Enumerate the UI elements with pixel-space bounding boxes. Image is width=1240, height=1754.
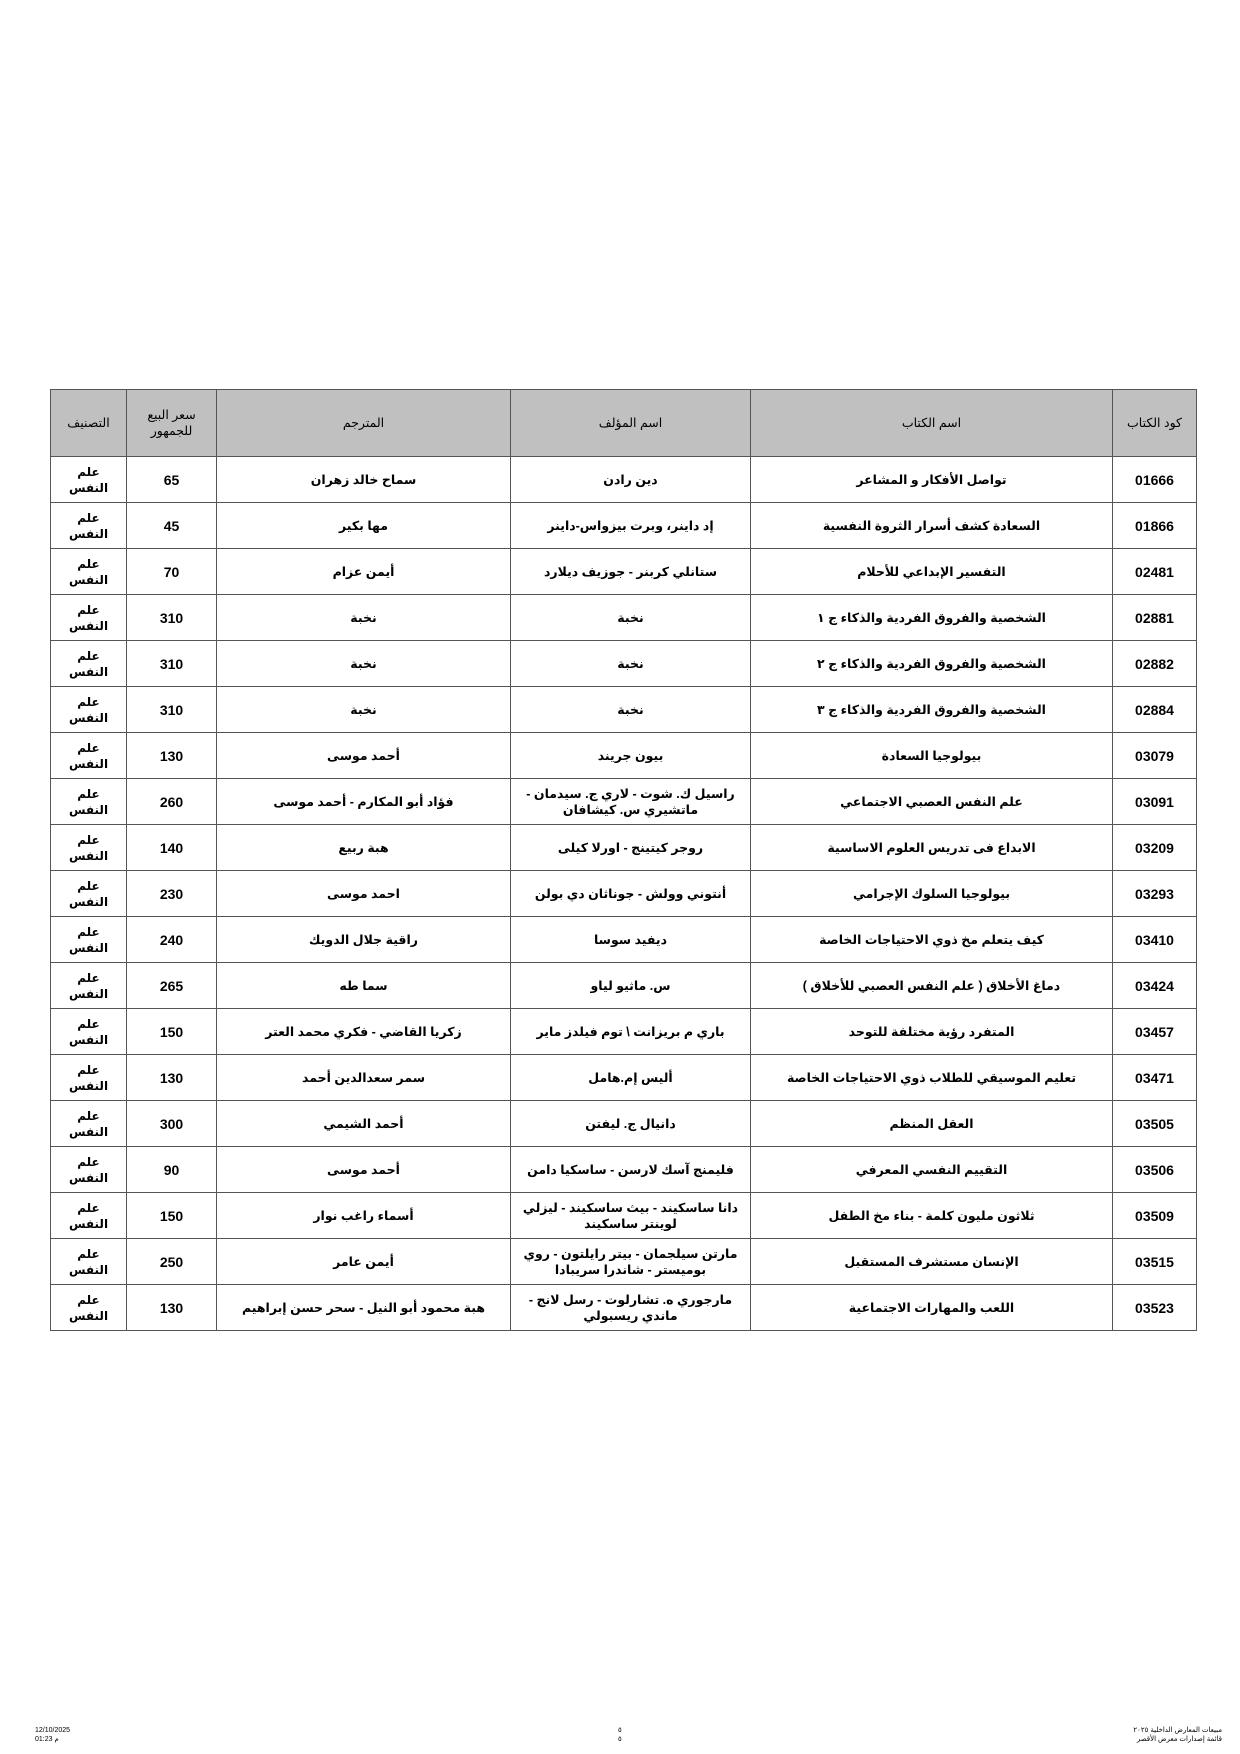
footer-date: 12/10/2025 bbox=[35, 1727, 71, 1734]
cell-author: راسيل ك. شوت - لاري ج. سيدمان - ماتشيري س. كيشافان bbox=[511, 779, 751, 825]
cell-author: ديفيد سوسا bbox=[511, 917, 751, 963]
cell-title: الشخصية والفروق الفردية والذكاء ج ٢ bbox=[751, 641, 1113, 687]
cell-code: 03410 bbox=[1113, 917, 1197, 963]
cell-title: التقييم النفسي المعرفي bbox=[751, 1147, 1113, 1193]
cell-code: 03293 bbox=[1113, 871, 1197, 917]
cell-category: علم النفس bbox=[51, 917, 127, 963]
cell-translator: هبة ربيع bbox=[217, 825, 511, 871]
cell-translator: مها بكير bbox=[217, 503, 511, 549]
cell-category: علم النفس bbox=[51, 549, 127, 595]
cell-price: 240 bbox=[127, 917, 217, 963]
header-author: اسم المؤلف bbox=[511, 390, 751, 457]
footer-page-current: ٥ bbox=[618, 1727, 622, 1734]
footer-time: 01:23 م bbox=[35, 1736, 59, 1743]
cell-translator: أسماء راغب نوار bbox=[217, 1193, 511, 1239]
table-row bbox=[51, 1055, 1197, 1101]
cell-category: علم النفس bbox=[51, 595, 127, 641]
table-row bbox=[51, 779, 1197, 825]
cell-author: روجر كيتينج - اورلا كيلى bbox=[511, 825, 751, 871]
cell-author: إد داينر، وبرت بيزواس-داينر bbox=[511, 503, 751, 549]
cell-category: علم النفس bbox=[51, 687, 127, 733]
cell-price: 70 bbox=[127, 549, 217, 595]
cell-title: تعليم الموسيقي للطلاب ذوي الاحتياجات الخاصة bbox=[751, 1055, 1113, 1101]
cell-price: 65 bbox=[127, 457, 217, 503]
cell-title: ثلاثون مليون كلمة - بناء مخ الطفل bbox=[751, 1193, 1113, 1239]
cell-price: 150 bbox=[127, 1009, 217, 1055]
cell-price: 130 bbox=[127, 1055, 217, 1101]
cell-code: 03424 bbox=[1113, 963, 1197, 1009]
footer-page-number bbox=[618, 1726, 622, 1744]
cell-category: علم النفس bbox=[51, 825, 127, 871]
books-table bbox=[50, 389, 1197, 1331]
cell-translator: أحمد موسى bbox=[217, 733, 511, 779]
table-header-row bbox=[51, 390, 1197, 457]
cell-code: 03506 bbox=[1113, 1147, 1197, 1193]
cell-code: 03509 bbox=[1113, 1193, 1197, 1239]
cell-translator: نخبة bbox=[217, 687, 511, 733]
cell-translator: هبة محمود أبو النيل - سحر حسن إبراهيم bbox=[217, 1285, 511, 1331]
cell-title: الشخصية والفروق الفردية والذكاء ج ١ bbox=[751, 595, 1113, 641]
cell-category: علم النفس bbox=[51, 641, 127, 687]
cell-author: نخبة bbox=[511, 595, 751, 641]
cell-code: 02881 bbox=[1113, 595, 1197, 641]
table-row bbox=[51, 1285, 1197, 1331]
cell-title: اللعب والمهارات الاجتماعية bbox=[751, 1285, 1113, 1331]
cell-title: المتفرد رؤية مختلفة للتوحد bbox=[751, 1009, 1113, 1055]
cell-price: 130 bbox=[127, 1285, 217, 1331]
cell-title: كيف يتعلم مخ ذوي الاحتياجات الخاصة bbox=[751, 917, 1113, 963]
cell-author: أليس إم.هامل bbox=[511, 1055, 751, 1101]
cell-title: بيولوجيا السعادة bbox=[751, 733, 1113, 779]
footer-report-subtitle: قائمة إصدارات معرض الأقصر bbox=[1136, 1736, 1222, 1743]
header-translator: المترجم bbox=[217, 390, 511, 457]
cell-category: علم النفس bbox=[51, 1101, 127, 1147]
cell-translator: نخبة bbox=[217, 641, 511, 687]
cell-price: 265 bbox=[127, 963, 217, 1009]
cell-category: علم النفس bbox=[51, 1193, 127, 1239]
books-table-container bbox=[50, 389, 1196, 1331]
cell-price: 310 bbox=[127, 595, 217, 641]
header-category: التصنيف bbox=[51, 390, 127, 457]
cell-code: 03079 bbox=[1113, 733, 1197, 779]
cell-code: 03209 bbox=[1113, 825, 1197, 871]
table-row bbox=[51, 457, 1197, 503]
cell-price: 230 bbox=[127, 871, 217, 917]
cell-price: 310 bbox=[127, 687, 217, 733]
cell-translator: أيمن عامر bbox=[217, 1239, 511, 1285]
cell-author: س. ماثيو لياو bbox=[511, 963, 751, 1009]
cell-category: علم النفس bbox=[51, 1147, 127, 1193]
cell-code: 02882 bbox=[1113, 641, 1197, 687]
cell-category: علم النفس bbox=[51, 1285, 127, 1331]
cell-title: تواصل الأفكار و المشاعر bbox=[751, 457, 1113, 503]
cell-price: 250 bbox=[127, 1239, 217, 1285]
cell-title: الابداع فى تدريس العلوم الاساسية bbox=[751, 825, 1113, 871]
cell-title: الشخصية والفروق الفردية والذكاء ج ٣ bbox=[751, 687, 1113, 733]
cell-title: بيولوجيا السلوك الإجرامي bbox=[751, 871, 1113, 917]
cell-price: 45 bbox=[127, 503, 217, 549]
table-row bbox=[51, 871, 1197, 917]
cell-author: بيون جريند bbox=[511, 733, 751, 779]
table-row bbox=[51, 1009, 1197, 1055]
cell-code: 01866 bbox=[1113, 503, 1197, 549]
table-row bbox=[51, 1101, 1197, 1147]
table-row bbox=[51, 1239, 1197, 1285]
cell-category: علم النفس bbox=[51, 963, 127, 1009]
cell-price: 90 bbox=[127, 1147, 217, 1193]
cell-author: دانيال ج. ليفتن bbox=[511, 1101, 751, 1147]
cell-translator: احمد موسى bbox=[217, 871, 511, 917]
cell-price: 140 bbox=[127, 825, 217, 871]
cell-translator: سمر سعدالدين أحمد bbox=[217, 1055, 511, 1101]
cell-code: 03515 bbox=[1113, 1239, 1197, 1285]
cell-title: علم النفس العصبي الاجتماعي bbox=[751, 779, 1113, 825]
footer-report-title: مبيعات المعارض الداخلية ٢٠٢٥ bbox=[1133, 1727, 1222, 1734]
cell-translator: سماح خالد زهران bbox=[217, 457, 511, 503]
cell-author: نخبة bbox=[511, 641, 751, 687]
cell-category: علم النفس bbox=[51, 1055, 127, 1101]
table-row bbox=[51, 1147, 1197, 1193]
cell-author: نخبة bbox=[511, 687, 751, 733]
cell-translator: سما طه bbox=[217, 963, 511, 1009]
cell-price: 130 bbox=[127, 733, 217, 779]
cell-translator: راقية جلال الدويك bbox=[217, 917, 511, 963]
table-row bbox=[51, 963, 1197, 1009]
cell-code: 02481 bbox=[1113, 549, 1197, 595]
cell-title: الإنسان مستشرف المستقبل bbox=[751, 1239, 1113, 1285]
cell-category: علم النفس bbox=[51, 1009, 127, 1055]
cell-code: 01666 bbox=[1113, 457, 1197, 503]
cell-code: 02884 bbox=[1113, 687, 1197, 733]
cell-code: 03457 bbox=[1113, 1009, 1197, 1055]
cell-category: علم النفس bbox=[51, 871, 127, 917]
cell-price: 260 bbox=[127, 779, 217, 825]
cell-translator: زكريا القاضي - فكري محمد العتر bbox=[217, 1009, 511, 1055]
cell-author: مارتن سيلجمان - بيتر رايلتون - روي بوميستر - شاندرا سريبادا bbox=[511, 1239, 751, 1285]
table-row bbox=[51, 1193, 1197, 1239]
table-row bbox=[51, 687, 1197, 733]
cell-category: علم النفس bbox=[51, 457, 127, 503]
cell-price: 300 bbox=[127, 1101, 217, 1147]
table-row bbox=[51, 733, 1197, 779]
cell-author: باري م بريزانت \ توم فيلدز ماير bbox=[511, 1009, 751, 1055]
cell-price: 310 bbox=[127, 641, 217, 687]
cell-author: دانا ساسكيند - بيث ساسكيند - ليزلي لوينتر ساسكيند bbox=[511, 1193, 751, 1239]
cell-title: التفسير الإبداعي للأحلام bbox=[751, 549, 1113, 595]
cell-code: 03471 bbox=[1113, 1055, 1197, 1101]
header-title: اسم الكتاب bbox=[751, 390, 1113, 457]
cell-author: دين رادن bbox=[511, 457, 751, 503]
cell-translator: نخبة bbox=[217, 595, 511, 641]
cell-category: علم النفس bbox=[51, 1239, 127, 1285]
cell-author: أنتوني وولش - جوناثان دي بولن bbox=[511, 871, 751, 917]
cell-translator: أيمن عزام bbox=[217, 549, 511, 595]
cell-author: فليمنج آسك لارسن - ساسكيا دامن bbox=[511, 1147, 751, 1193]
cell-code: 03505 bbox=[1113, 1101, 1197, 1147]
table-row bbox=[51, 641, 1197, 687]
footer-datetime bbox=[35, 1726, 70, 1744]
cell-translator: أحمد الشيمي bbox=[217, 1101, 511, 1147]
cell-code: 03523 bbox=[1113, 1285, 1197, 1331]
table-row bbox=[51, 549, 1197, 595]
cell-translator: فؤاد أبو المكارم - أحمد موسى bbox=[217, 779, 511, 825]
cell-category: علم النفس bbox=[51, 733, 127, 779]
header-price: سعر البيع للجمهور bbox=[127, 390, 217, 457]
cell-price: 150 bbox=[127, 1193, 217, 1239]
cell-translator: أحمد موسى bbox=[217, 1147, 511, 1193]
table-row bbox=[51, 503, 1197, 549]
cell-author: مارجوري ه. تشارلوت - رسل لانج - ماندي ريسبولي bbox=[511, 1285, 751, 1331]
cell-title: السعادة كشف أسرار الثروة النفسية bbox=[751, 503, 1113, 549]
table-row bbox=[51, 917, 1197, 963]
cell-title: دماغ الأخلاق ( علم النفس العصبي للأخلاق ) bbox=[751, 963, 1113, 1009]
table-body bbox=[51, 457, 1197, 1331]
cell-title: العقل المنظم bbox=[751, 1101, 1113, 1147]
table-row bbox=[51, 825, 1197, 871]
footer-page-total: ٥ bbox=[618, 1736, 622, 1743]
header-code: كود الكتاب bbox=[1113, 390, 1197, 457]
cell-category: علم النفس bbox=[51, 503, 127, 549]
table-row bbox=[51, 595, 1197, 641]
cell-author: ستانلي كربنر - جوزيف ديلارد bbox=[511, 549, 751, 595]
cell-code: 03091 bbox=[1113, 779, 1197, 825]
footer-report-info bbox=[1062, 1726, 1222, 1744]
cell-category: علم النفس bbox=[51, 779, 127, 825]
